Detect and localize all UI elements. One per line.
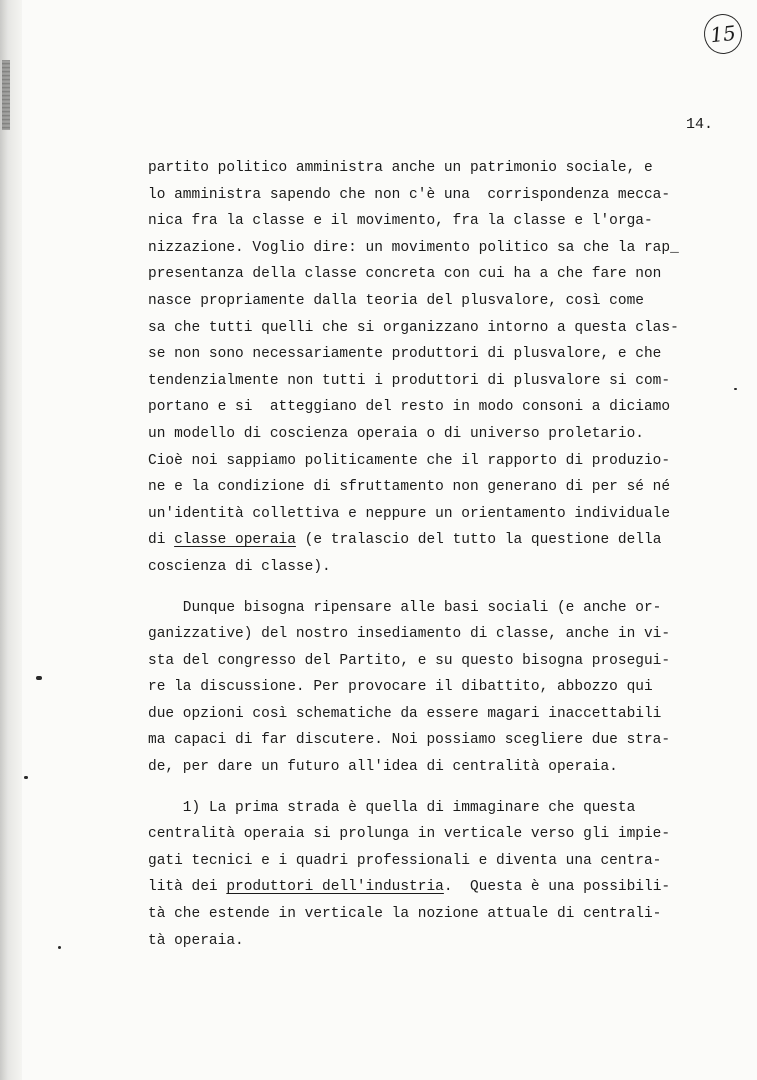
text-segment: 1) La prima strada è quella di immaginare che questa (148, 799, 636, 816)
text-segment: se non sono necessariamente produttori di plusvalore, e che (148, 346, 662, 363)
text-line (148, 474, 738, 501)
text-line (148, 261, 738, 288)
archive-number: 15 (709, 20, 737, 48)
typed-text-body (148, 155, 738, 954)
text-segment: Dunque bisogna ripensare alle basi sociali (e anche or- (148, 599, 662, 616)
text-segment: sa che tutti quelli che si organizzano intorno a questa clas- (148, 319, 679, 336)
text-line (148, 701, 738, 728)
page-number: 14. (686, 116, 714, 133)
text-segment: re la discussione. Per provocare il dibattito, abbozzo qui (148, 679, 653, 696)
text-line (148, 874, 738, 901)
text-segment: presentanza della classe concreta con cui ha a che fare non (148, 266, 662, 283)
underlined-phrase: produttori dell'industria (226, 879, 444, 896)
text-line (148, 795, 738, 822)
text-line (148, 448, 738, 475)
text-line (148, 368, 738, 395)
text-line (148, 621, 738, 648)
text-segment: ne e la condizione di sfruttamento non generano di per sé né (148, 479, 671, 496)
text-segment: ma capaci di far discutere. Noi possiamo scegliere due stra- (148, 732, 671, 749)
text-line (148, 727, 738, 754)
scan-speck (36, 676, 42, 680)
text-segment: de, per dare un futuro all'idea di centralità operaia. (148, 759, 618, 776)
text-segment: un modello di coscienza operaia o di universo proletario. (148, 425, 644, 442)
text-line (148, 754, 738, 781)
text-segment: gati tecnici e i quadri professionali e diventa una centra- (148, 852, 662, 869)
text-segment: partito politico amministra anche un patrimonio sociale, e (148, 160, 653, 176)
paragraph (148, 795, 738, 955)
text-segment: coscienza di classe). (148, 558, 331, 575)
text-segment: di (148, 532, 175, 549)
scan-speck (734, 388, 737, 390)
text-line (148, 394, 738, 421)
text-line (148, 674, 738, 701)
paragraph-gap (148, 781, 738, 795)
scan-left-edge (0, 0, 22, 1080)
text-line (148, 595, 738, 622)
text-line (148, 928, 738, 955)
text-segment: lità dei (148, 879, 227, 896)
text-line (148, 208, 738, 235)
text-line (148, 848, 738, 875)
text-line (148, 821, 738, 848)
text-line (148, 527, 738, 554)
text-line (148, 421, 738, 448)
text-segment: portano e si atteggiano del resto in modo consoni a diciamo (148, 399, 671, 416)
text-segment: lo amministra sapendo che non c'è una corrispondenza mecca- (148, 186, 671, 203)
text-segment: due opzioni così schematiche da essere magari inaccettabili (148, 705, 662, 722)
text-segment: ganizzative) del nostro insediamento di classe, anche in vi- (148, 626, 671, 643)
paragraph (148, 595, 738, 781)
text-line (148, 648, 738, 675)
text-line (148, 288, 738, 315)
text-segment: nizzazione. Voglio dire: un movimento politico sa che la rap_ (148, 239, 679, 256)
text-segment: Cioè noi sappiamo politicamente che il rapporto di produzio- (148, 452, 671, 469)
text-line (148, 341, 738, 368)
text-line (148, 155, 738, 182)
text-line (148, 315, 738, 342)
paragraph (148, 155, 738, 581)
text-segment: . Questa è una possibili- (443, 879, 671, 896)
text-segment: un'identità collettiva e neppure un orientamento individuale (148, 505, 671, 522)
text-segment: (e tralascio del tutto la questione della (295, 532, 662, 549)
underlined-phrase: classe operaia (174, 532, 296, 549)
text-segment: tà operaia. (148, 932, 244, 949)
scan-speck (58, 946, 61, 949)
text-segment: tendenzialmente non tutti i produttori di plusvalore si com- (148, 372, 671, 389)
paragraph-gap (148, 581, 738, 595)
text-segment: sta del congresso del Partito, e su questo bisogna prosegui- (148, 652, 671, 669)
scan-binding-marks (2, 60, 10, 130)
scan-speck (24, 776, 28, 779)
text-line (148, 554, 738, 581)
text-line (148, 901, 738, 928)
text-segment: nasce propriamente dalla teoria del plusvalore, così come (148, 292, 644, 309)
text-line (148, 235, 738, 262)
archive-number-stamp (702, 12, 744, 56)
text-segment: nica fra la classe e il movimento, fra la classe e l'orga- (148, 213, 653, 230)
text-segment: tà che estende in verticale la nozione attuale di centrali- (148, 906, 662, 923)
text-line (148, 182, 738, 209)
text-line (148, 501, 738, 528)
text-segment: centralità operaia si prolunga in verticale verso gli impie- (148, 826, 671, 843)
